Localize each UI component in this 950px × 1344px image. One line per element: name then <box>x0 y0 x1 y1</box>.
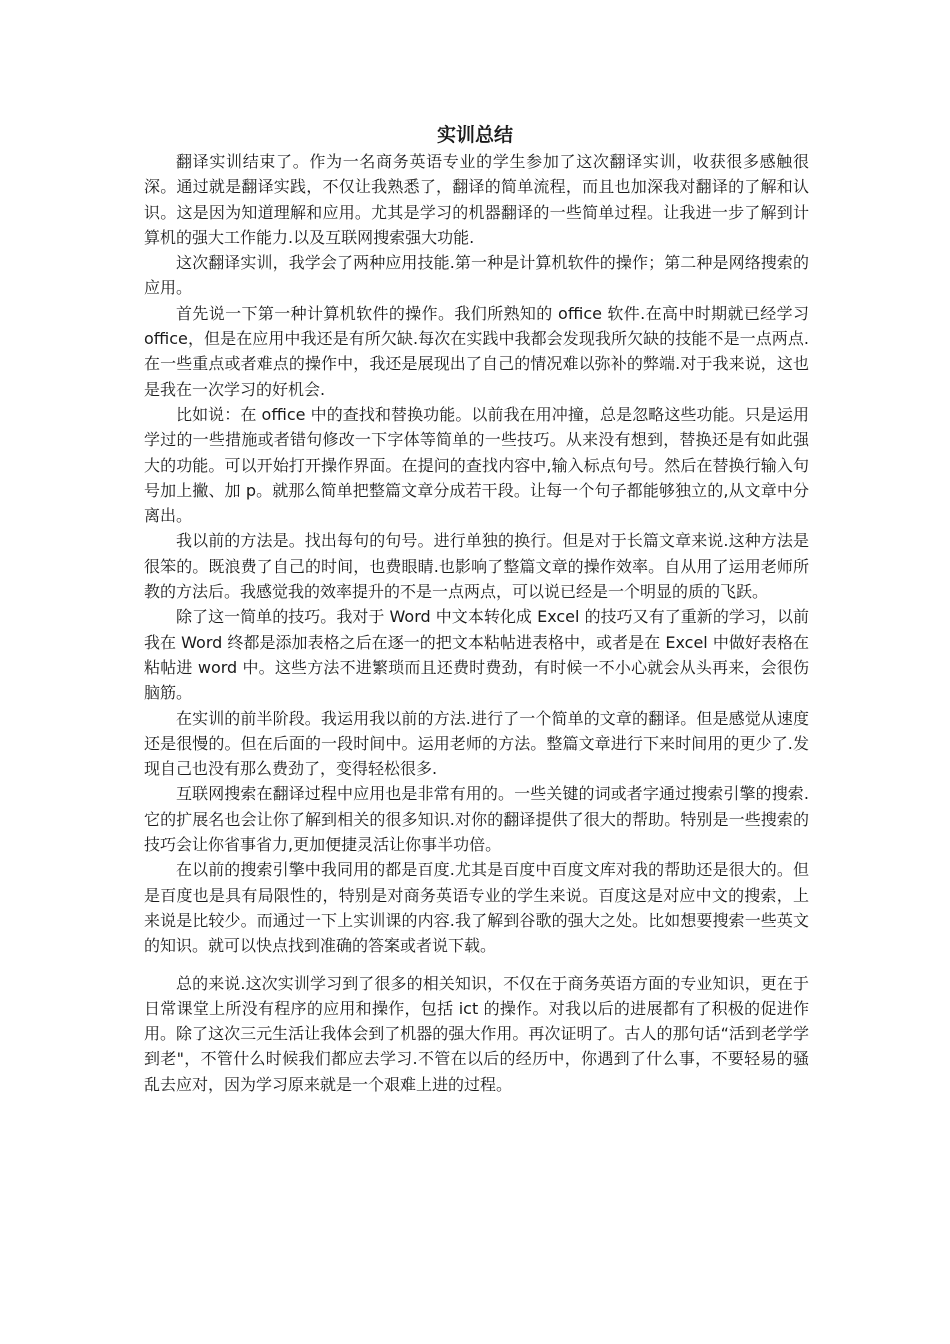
paragraph: 这次翻译实训，我学会了两种应用技能.第一种是计算机软件的操作；第二种是网络搜索的应用。 <box>144 253 809 298</box>
paragraph: 我以前的方法是。找出每句的句号。进行单独的换行。但是对于长篇文章来说.这种方法是很笨的。既浪费了自己的时间，也费眼睛.也影响了整篇文章的操作效率。自从用了运用老师所教的方法后。我感觉我的效率提升的不是一点两点，可以说已经是一个明显的质的飞跃。 <box>144 531 809 602</box>
paragraph: 总的来说.这次实训学习到了很多的相关知识，不仅在于商务英语方面的专业知识，更在于日常课堂上所没有程序的应用和操作，包括 ict 的操作。对我以后的进展都有了积极的促进作用。除了这次三元生活让我体会到了机器的强大作用。再次证明了。古人的那句话“活到老学学到老"，不管什么时候我们都应去学习.不管在以后的经历中，你遇到了什么事，不要轻易的骚乱去应对，因为学习原来就是一个艰难上进的过程。 <box>144 973 809 1094</box>
paragraph: 在以前的搜索引擎中我同用的都是百度.尤其是百度中百度文库对我的帮助还是很大的。但是百度也是具有局限性的，特别是对商务英语专业的学生来说。百度这是对应中文的搜索，上来说是比较少。而通过一下上实训课的内容.我了解到谷歌的强大之处。比如想要搜索一些英文的知识。就可以快点找到准确的答案或者说下载。 <box>144 860 809 956</box>
document-body <box>144 149 809 1097</box>
paragraph: 除了这一简单的技巧。我对于 Word 中文本转化成 Excel 的技巧又有了重新的学习，以前我在 Word 终都是添加表格之后在逐一的把文本粘帖进表格中，或者是在 Excel 中做好表格在粘帖进 word 中。这些方法不进繁琐而且还费时费劲，有时候一不小心就会从头再来，会很伤脑筋。 <box>144 607 809 703</box>
paragraph: 互联网搜索在翻译过程中应用也是非常有用的。一些关键的词或者字通过搜索引擎的搜索.它的扩展名也会让你了解到相关的很多知识.对你的翻译提供了很大的帮助。特别是一些搜索的技巧会让你省事省力,更加便捷灵活让你事半功倍。 <box>144 784 809 855</box>
paragraph: 比如说：在 office 中的查找和替换功能。以前我在用冲撞，总是忽略这些功能。只是运用学过的一些措施或者错句修改一下字体等简单的一些技巧。从来没有想到，替换还是有如此强大的功能。可以开始打开操作界面。在提问的查找内容中,输入标点句号。然后在替换行输入句号加上撇、加 p。就那么简单把整篇文章分成若干段。让每一个句子都能够独立的,从文章中分离出。 <box>144 404 809 526</box>
paragraph: 首先说一下第一种计算机软件的操作。我们所熟知的 office 软件.在高中时期就已经学习 office，但是在应用中我还是有所欠缺.每次在实践中我都会发现我所欠缺的技能不是一点两点.在一些重点或者难点的操作中，我还是展现出了自己的情况难以弥补的弊端.对于我来说，这也是我在一次学习的好机会. <box>144 303 809 399</box>
paragraph: 在实训的前半阶段。我运用我以前的方法.进行了一个简单的文章的翻译。但是感觉从速度还是很慢的。但在后面的一段时间中。运用老师的方法。整篇文章进行下来时间用的更少了.发现自己也没有那么费劲了，变得轻松很多. <box>144 708 809 779</box>
document-title: 实训总结 <box>436 124 513 146</box>
paragraph: 翻译实训结束了。作为一名商务英语专业的学生参加了这次翻译实训，收获很多感触很深。通过就是翻译实践，不仅让我熟悉了，翻译的简单流程，而且也加深我对翻译的了解和认识。这是因为知道理解和应用。尤其是学习的机器翻译的一些简单过程。让我进一步了解到计算机的强大工作能力.以及互联网搜索强大功能. <box>144 152 809 247</box>
